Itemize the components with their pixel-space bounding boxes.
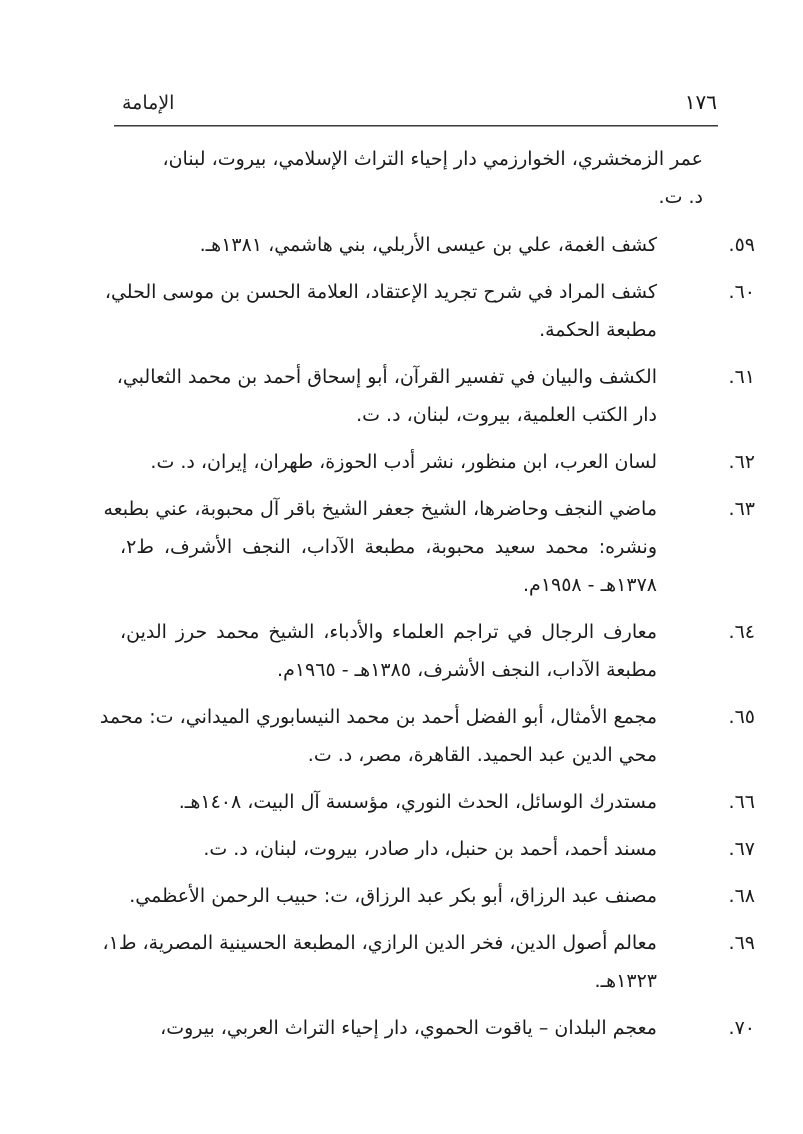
text-line: مطبعة الآداب، النجف الأشرف، ١٣٨٥هـ - ١٩٦٥م. xyxy=(277,659,657,681)
bib-entry xyxy=(120,443,755,481)
text-line: مصنف عبد الرزاق، أبو بكر عبد الرزاق، ت: حبيب الرحمن الأعظمي. xyxy=(129,885,657,907)
entry-lines xyxy=(120,783,657,821)
bibliography-list xyxy=(99,226,755,1047)
entry-number: ٦٤. xyxy=(728,621,755,643)
header-rule xyxy=(114,125,718,127)
entry-lines xyxy=(120,613,657,689)
bibliography-content xyxy=(99,140,755,1056)
entry-lines xyxy=(120,877,657,915)
text-line: عمر الزمخشري، الخوارزمي دار إحياء التراث الإسلامي، بيروت، لبنان، xyxy=(162,148,703,170)
text-line: د. ت. xyxy=(658,186,703,208)
bib-entry xyxy=(116,358,755,434)
text-line: معالم أصول الدين، فخر الدين الرازي، المطبعة الحسينية المصرية، ط١، xyxy=(102,932,657,954)
entry-number: ٦٥. xyxy=(728,706,755,728)
bib-entry xyxy=(103,490,755,604)
text-line: مسند أحمد، أحمد بن حنبل، دار صادر، بيروت، لبنان، د. ت. xyxy=(203,838,657,860)
text-line: كشف المراد في شرح تجريد الإعتقاد، العلامة الحسن بن موسى الحلي، xyxy=(104,281,657,303)
entry-lines xyxy=(104,273,657,349)
text-line: ماضي النجف وحاضرها، الشيخ جعفر الشيخ باقر آل محبوبة، عني بطبعه xyxy=(103,498,657,520)
entry-number: ٦٣. xyxy=(728,498,755,520)
bib-entry xyxy=(120,830,755,868)
text-line: معارف الرجال في تراجم العلماء والأدباء، الشيخ محمد حرز الدين، xyxy=(120,621,657,643)
text-line: ١٣٢٣هـ. xyxy=(594,970,657,992)
continuation-paragraph xyxy=(162,140,703,216)
entry-lines xyxy=(116,358,657,434)
bib-entry xyxy=(120,1009,755,1047)
entry-lines xyxy=(99,698,657,774)
bib-entry xyxy=(120,226,755,264)
text-line: مستدرك الوسائل، الحدث النوري، مؤسسة آل البيت، ١٤٠٨هـ. xyxy=(178,791,657,813)
entry-number: ٥٩. xyxy=(728,234,755,256)
entry-number: ٧٠. xyxy=(728,1017,755,1039)
page-number: ١٧٦ xyxy=(684,90,717,114)
text-line: ونشره: محمد سعيد محبوبة، مطبعة الآداب، النجف الأشرف، ط٢، xyxy=(120,536,657,558)
text-line: مجمع الأمثال، أبو الفضل أحمد بن محمد النيسابوري الميداني، ت: محمد xyxy=(99,706,657,728)
text-line: لسان العرب، ابن منظور، نشر أدب الحوزة، طهران، إيران، د. ت. xyxy=(150,451,657,473)
entry-number: ٦٦. xyxy=(728,791,755,813)
bib-entry xyxy=(102,924,755,1000)
entry-lines xyxy=(120,830,657,868)
running-header-title: الإمامة xyxy=(122,92,175,114)
text-line: الكشف والبيان في تفسير القرآن، أبو إسحاق أحمد بن محمد الثعالبي، xyxy=(116,366,657,388)
bib-entry xyxy=(120,613,755,689)
text-line: مطبعة الحكمة. xyxy=(539,319,657,341)
text-line: معجم البلدان – ياقوت الحموي، دار إحياء التراث العربي، بيروت، xyxy=(160,1017,657,1039)
text-line: ١٣٧٨هـ - ١٩٥٨م. xyxy=(523,574,657,596)
entry-number: ٦١. xyxy=(728,366,755,388)
bib-entry xyxy=(99,698,755,774)
bib-entry xyxy=(104,273,755,349)
entry-lines xyxy=(120,1009,657,1047)
text-line: محي الدين عبد الحميد. القاهرة، مصر، د. ت. xyxy=(307,744,657,766)
entry-number: ٦٨. xyxy=(728,885,755,907)
entry-lines xyxy=(120,226,657,264)
entry-number: ٦٢. xyxy=(728,451,755,473)
entry-lines xyxy=(120,443,657,481)
bib-entry xyxy=(120,877,755,915)
bib-entry xyxy=(120,783,755,821)
entry-lines xyxy=(103,490,657,604)
entry-number: ٦٧. xyxy=(728,838,755,860)
text-line: كشف الغمة، علي بن عيسى الأربلي، بني هاشمي، ١٣٨١هـ. xyxy=(199,234,657,256)
entry-number: ٦٩. xyxy=(728,932,755,954)
text-line: دار الكتب العلمية، بيروت، لبنان، د. ت. xyxy=(356,404,657,426)
entry-number: ٦٠. xyxy=(728,281,755,303)
entry-lines xyxy=(102,924,657,1000)
